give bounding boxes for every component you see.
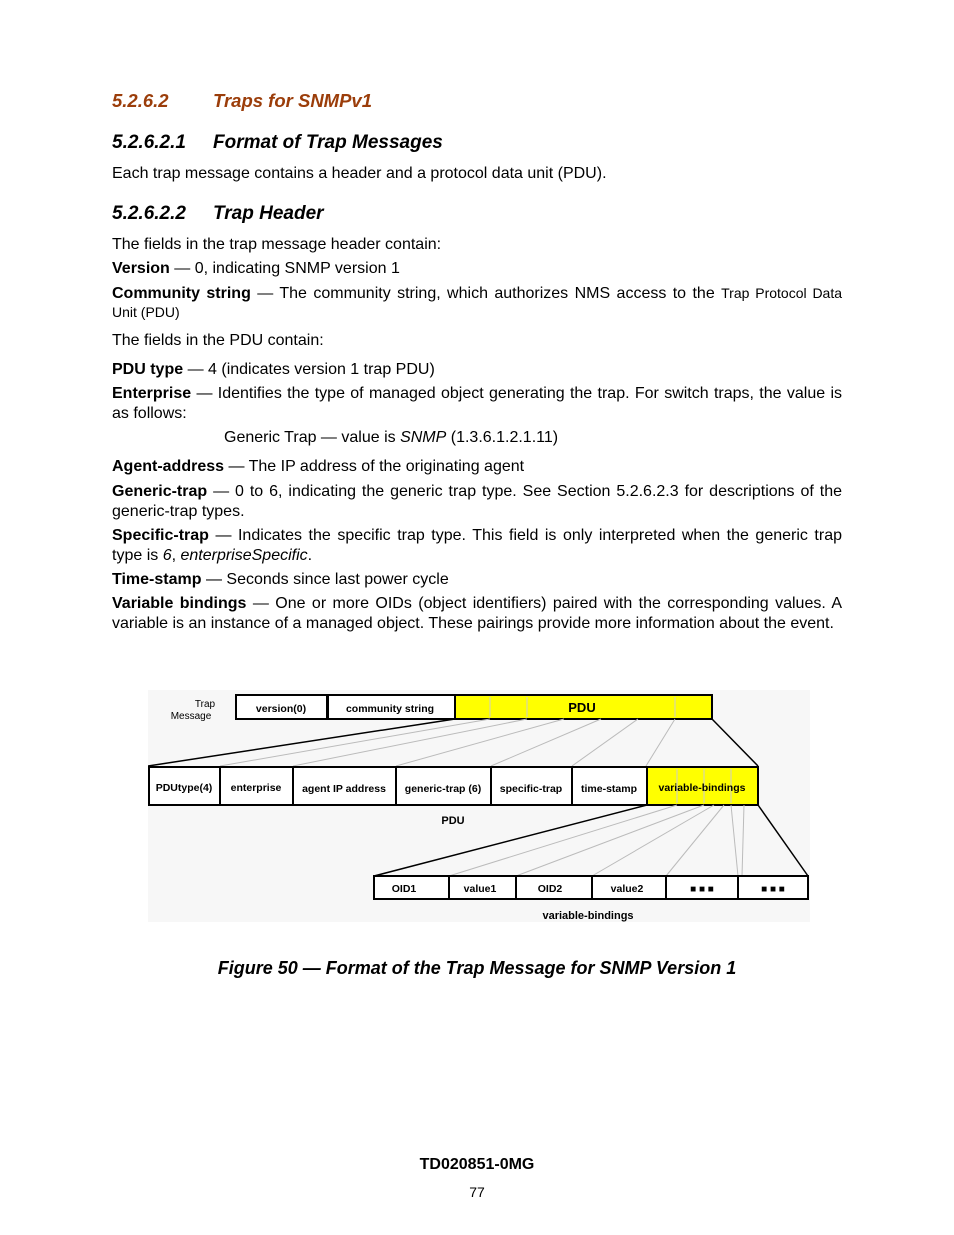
section-heading-format [112, 132, 443, 154]
row2-box-specific-trap [491, 767, 572, 805]
row3-caption: variable-bindings [542, 910, 634, 922]
section-title: Traps for SNMPv1 [213, 90, 373, 111]
field-desc: — 0, indicating SNMP version 1 [169, 260, 400, 277]
field-desc: — Identifies the type of managed object generating the trap. For switch traps, the value is as follows: [112, 385, 842, 422]
field-desc: — 0 to 6, indicating the generic trap type. See Section 5.2.6.2.3 for descriptions of the generic-trap types. [112, 483, 842, 520]
row3-box-value1 [449, 876, 516, 899]
paragraph-pdu-intro: The fields in the PDU contain: [112, 332, 324, 349]
field-term: Community string [112, 285, 251, 302]
row3-box-value2 [592, 876, 666, 899]
field-term: Version [112, 260, 170, 277]
row2-label: variable-bindings [658, 782, 746, 794]
row2-box-pdutype [149, 767, 220, 805]
row1-label: version(0) [255, 703, 307, 715]
field-pdu-type [112, 360, 842, 380]
field-time-stamp [112, 570, 842, 590]
field-term: Enterprise [112, 385, 192, 402]
generic-trap-value-line [224, 428, 558, 448]
row2-label: agent IP address [302, 783, 386, 795]
trap-message-diagram [148, 690, 810, 922]
row2-label: PDUtype(4) [155, 782, 213, 794]
row3-box-oid1 [374, 876, 449, 899]
row2-box-enterprise [220, 767, 293, 805]
row3-box-ellipsis-1 [666, 876, 738, 899]
row2-label: specific-trap [499, 783, 563, 795]
row3-label: OID2 [537, 883, 563, 895]
row1-box-pdu [455, 695, 712, 719]
generic-line-oid: (1.3.6.1.2.1.11) [446, 429, 559, 446]
row2-label: enterprise [230, 782, 282, 794]
row1-label: community string [345, 703, 435, 715]
field-generic-trap [112, 482, 842, 522]
section-number: 5.2.6.2.1 [112, 132, 186, 153]
generic-line-emphasis: SNMP [400, 429, 447, 446]
trap-message-label: Message [170, 711, 212, 722]
section-number: 5.2.6.2 [112, 90, 169, 111]
footer-page-number: 77 [469, 1184, 485, 1200]
row3-label: value1 [463, 883, 497, 895]
row1-box-community [328, 695, 455, 719]
field-term: PDU type [112, 361, 184, 378]
field-desc-end: . [307, 547, 313, 564]
row3-label: OID1 [391, 883, 417, 895]
row2-box-agent-ip [293, 767, 396, 805]
field-desc: — Indicates the specific trap type. This field is only interpreted when the generic trap type is [112, 527, 842, 564]
section-heading-trap-header [112, 203, 324, 225]
row3-label: ■ ■ ■ [761, 884, 785, 895]
row2-label: time-stamp [580, 783, 638, 795]
field-term: Agent-address [112, 458, 225, 475]
paragraph-header-intro: The fields in the trap message header contain: [112, 236, 442, 253]
generic-line-text: Generic Trap — value is [224, 429, 401, 446]
field-desc-small: Trap Protocol Data Unit (PDU) [112, 285, 843, 320]
field-desc-sep: , [171, 547, 181, 564]
section-heading-traps [112, 90, 372, 112]
row1-box-version [236, 695, 327, 719]
field-agent-address [112, 457, 842, 477]
field-term: Variable bindings [112, 595, 247, 612]
field-term: Specific-trap [112, 527, 209, 544]
field-term: Time-stamp [112, 571, 202, 588]
field-desc: — The community string, which authorizes NMS access to the [250, 285, 722, 302]
field-desc: — One or more OIDs (object identifiers) paired with the corresponding values. A variable is an instance of a managed object. These pairings provide more information about the event. [112, 595, 842, 632]
field-enterprise [112, 384, 842, 424]
row2-box-variable-bindings [647, 767, 758, 805]
row1-label: PDU [568, 700, 596, 715]
row2-box-time-stamp [572, 767, 647, 805]
figure-caption: Figure 50 — Format of the Trap Message for SNMP Version 1 [217, 958, 737, 978]
section-number: 5.2.6.2.2 [112, 203, 186, 224]
field-variable-bindings [112, 594, 842, 634]
row3-label: ■ ■ ■ [690, 884, 714, 895]
row2-box-generic-trap [396, 767, 491, 805]
paragraph-intro: Each trap message contains a header and a protocol data unit (PDU). [112, 165, 607, 182]
field-specific-trap [112, 526, 842, 566]
field-desc: — Seconds since last power cycle [201, 571, 449, 588]
field-desc: — The IP address of the originating agent [224, 458, 525, 475]
field-community [112, 284, 842, 322]
field-version [112, 259, 842, 279]
row3-box-ellipsis-2 [738, 876, 808, 899]
section-title: Trap Header [213, 203, 324, 224]
field-desc: — 4 (indicates version 1 trap PDU) [183, 361, 435, 378]
field-desc-em: 6 [162, 547, 172, 564]
field-term: Generic-trap [112, 483, 208, 500]
row2-label: generic-trap (6) [404, 783, 482, 795]
trap-message-label: Trap [194, 699, 216, 710]
row3-box-oid2 [516, 876, 592, 899]
field-desc-em: enterpriseSpecific [180, 547, 308, 564]
row3-label: value2 [610, 883, 644, 895]
row2-caption: PDU [441, 815, 465, 827]
footer-document-id: TD020851-0MG [419, 1156, 535, 1173]
section-title: Format of Trap Messages [213, 132, 443, 153]
